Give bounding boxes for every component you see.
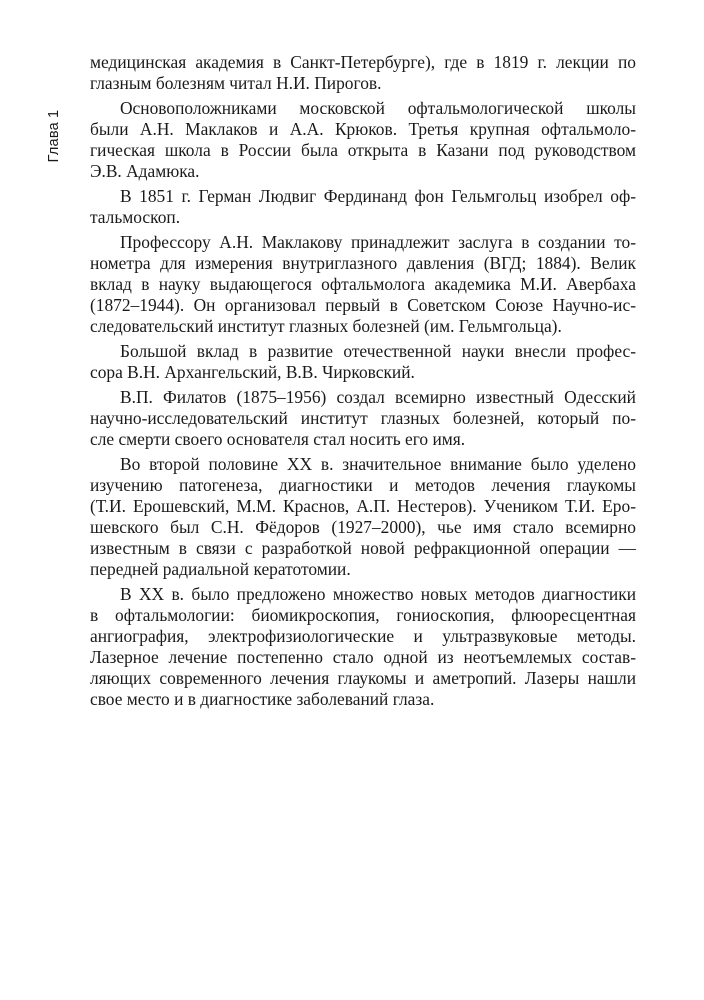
text-line: (1872–1944). Он организовал первый в Советском Союзе Научно-ис- <box>90 295 636 315</box>
text-line: нометра для измерения внутриглазного давления (ВГД; 1884). Велик <box>90 253 636 273</box>
paragraph <box>90 584 636 710</box>
text-line: сора В.Н. Архангельский, В.В. Чирковский. <box>90 362 415 382</box>
text-line: известным в связи с разработкой новой рефракционной операции — <box>90 538 636 558</box>
text-line: передней радиальной кератотомии. <box>90 559 351 579</box>
text-line: научно-исследовательский институт глазных болезней, который по- <box>90 408 636 428</box>
text-line: сле смерти своего основателя стал носить его имя. <box>90 429 466 449</box>
chapter-side-label <box>44 96 64 176</box>
text-line: изучению патогенеза, диагностики и методов лечения глаукомы <box>90 475 636 495</box>
text-line: были А.Н. Маклаков и А.А. Крюков. Третья крупная офтальмоло- <box>90 119 636 139</box>
text-line: Во второй половине XX в. значительное внимание было уделено <box>120 454 636 474</box>
text-line: В.П. Филатов (1875–1956) создал всемирно известный Одесский <box>120 387 636 407</box>
text-line: вклад в науку выдающегося офтальмолога академика М.И. Авербаха <box>90 274 636 294</box>
paragraph <box>90 454 636 580</box>
text-line: свое место и в диагностике заболеваний глаза. <box>90 689 435 709</box>
chapter-side-label-text: Глава 1 <box>46 109 62 163</box>
text-line: Основоположниками московской офтальмологической школы <box>120 98 636 118</box>
text-line: тальмоскоп. <box>90 207 181 227</box>
paragraph <box>90 52 636 94</box>
text-line: Большой вклад в развитие отечественной науки внесли профес- <box>120 341 636 361</box>
text-line: ангиография, электрофизиологические и ультразвуковые методы. <box>90 626 636 646</box>
paragraph <box>90 98 636 182</box>
text-line: следовательский институт глазных болезней (им. Гельмгольца). <box>90 316 562 336</box>
text-line: Э.В. Адамюка. <box>90 161 200 181</box>
text-line: В XX в. было предложено множество новых методов диагностики <box>120 584 636 604</box>
text-line: глазным болезням читал Н.И. Пирогов. <box>90 73 382 93</box>
text-line: шевского был С.Н. Фёдоров (1927–2000), чье имя стало всемирно <box>90 517 636 537</box>
text-line: в офтальмологии: биомикроскопия, гониоскопия, флюоресцентная <box>90 605 636 625</box>
text-line: Лазерное лечение постепенно стало одной из неотъемлемых состав- <box>90 647 636 667</box>
paragraph <box>90 341 636 383</box>
paragraph <box>90 387 636 450</box>
text-line: медицинская академия в Санкт-Петербурге), где в 1819 г. лекции по <box>90 52 636 72</box>
page-body-text <box>90 52 636 714</box>
text-line: ляющих современного лечения глаукомы и аметропий. Лазеры нашли <box>90 668 636 688</box>
paragraph <box>90 232 636 337</box>
paragraph <box>90 186 636 228</box>
text-line: гическая школа в России была открыта в Казани под руководством <box>90 140 636 160</box>
text-line: В 1851 г. Герман Людвиг Фердинанд фон Гельмгольц изобрел оф- <box>120 186 636 206</box>
text-line: (Т.И. Ерошевский, М.М. Краснов, А.П. Нестеров). Учеником Т.И. Еро- <box>90 496 636 516</box>
text-line: Профессору А.Н. Маклакову принадлежит заслуга в создании то- <box>120 232 636 252</box>
